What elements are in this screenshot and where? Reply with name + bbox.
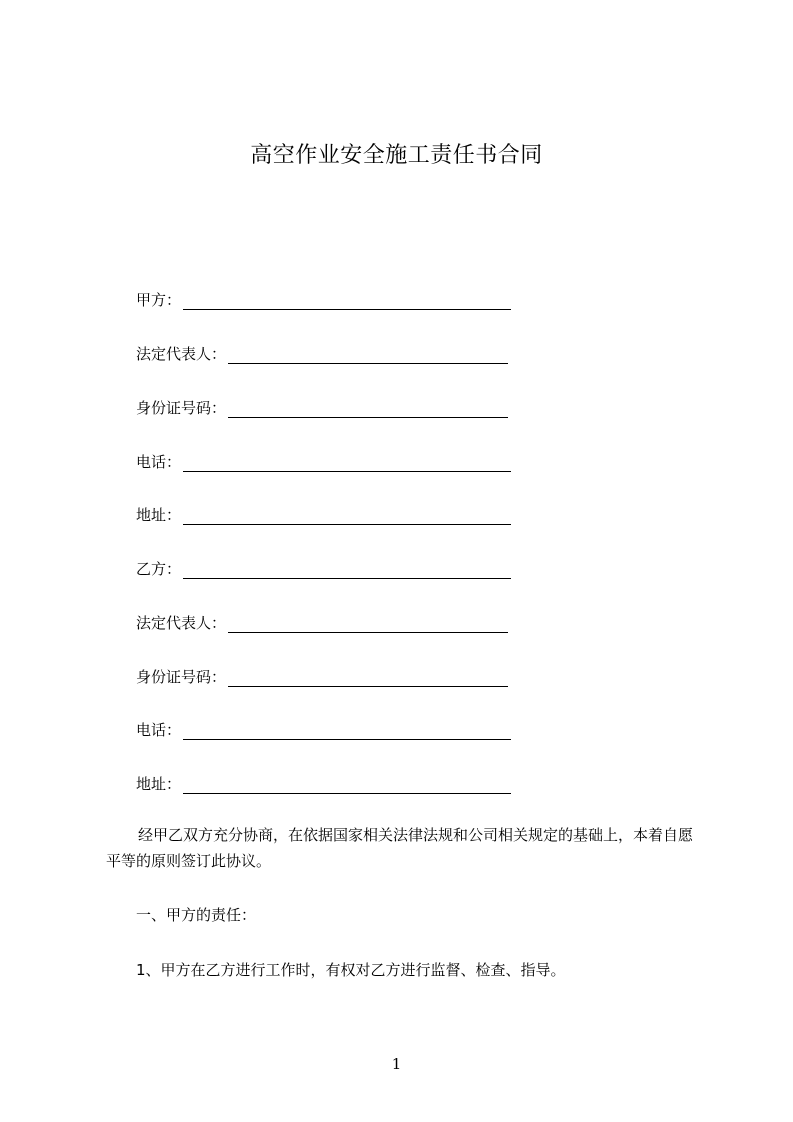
party-a-id-field xyxy=(136,396,508,418)
party-b-address-label: 地址： xyxy=(136,775,182,793)
party-b-phone-field xyxy=(136,718,511,740)
party-a-phone-label: 电话： xyxy=(136,453,182,471)
party-b-phone-label: 电话： xyxy=(136,721,182,739)
party-b-representative-field xyxy=(136,611,508,633)
party-a-phone-field xyxy=(136,450,511,472)
party-b-field xyxy=(136,557,511,579)
party-a-field xyxy=(136,288,511,310)
party-b-blank-line xyxy=(183,562,511,579)
party-b-label: 乙方： xyxy=(136,560,182,578)
party-a-representative-label: 法定代表人： xyxy=(136,345,227,363)
party-b-id-blank-line xyxy=(228,670,508,687)
party-a-address-label: 地址： xyxy=(136,506,182,524)
party-b-id-field xyxy=(136,665,508,687)
party-b-address-field xyxy=(136,772,511,794)
party-b-phone-blank-line xyxy=(183,723,511,740)
party-a-label: 甲方： xyxy=(136,291,182,309)
party-b-representative-label: 法定代表人： xyxy=(136,614,227,632)
party-a-address-blank-line xyxy=(183,508,511,525)
party-a-address-field xyxy=(136,503,511,525)
party-a-id-blank-line xyxy=(228,401,508,418)
party-a-id-label: 身份证号码： xyxy=(136,399,227,417)
page-number: 1 xyxy=(391,1055,402,1073)
section-1-item-1: 1、甲方在乙方进行工作时，有权对乙方进行监督、检查、指导。 xyxy=(136,961,566,979)
party-b-id-label: 身份证号码： xyxy=(136,668,227,686)
intro-text: 经甲乙双方充分协商，在依据国家相关法律法规和公司相关规定的基础上，本着自愿平等的原则签订此协议。 xyxy=(106,826,694,870)
party-b-address-blank-line xyxy=(183,777,511,794)
party-a-phone-blank-line xyxy=(183,455,511,472)
section-1-heading: 一、甲方的责任： xyxy=(136,906,257,924)
party-b-representative-blank-line xyxy=(228,616,508,633)
party-a-blank-line xyxy=(183,293,511,310)
party-a-representative-blank-line xyxy=(228,347,508,364)
document-title: 高空作业安全施工责任书合同 xyxy=(250,143,543,168)
party-a-representative-field xyxy=(136,342,508,364)
intro-paragraph xyxy=(106,822,706,874)
